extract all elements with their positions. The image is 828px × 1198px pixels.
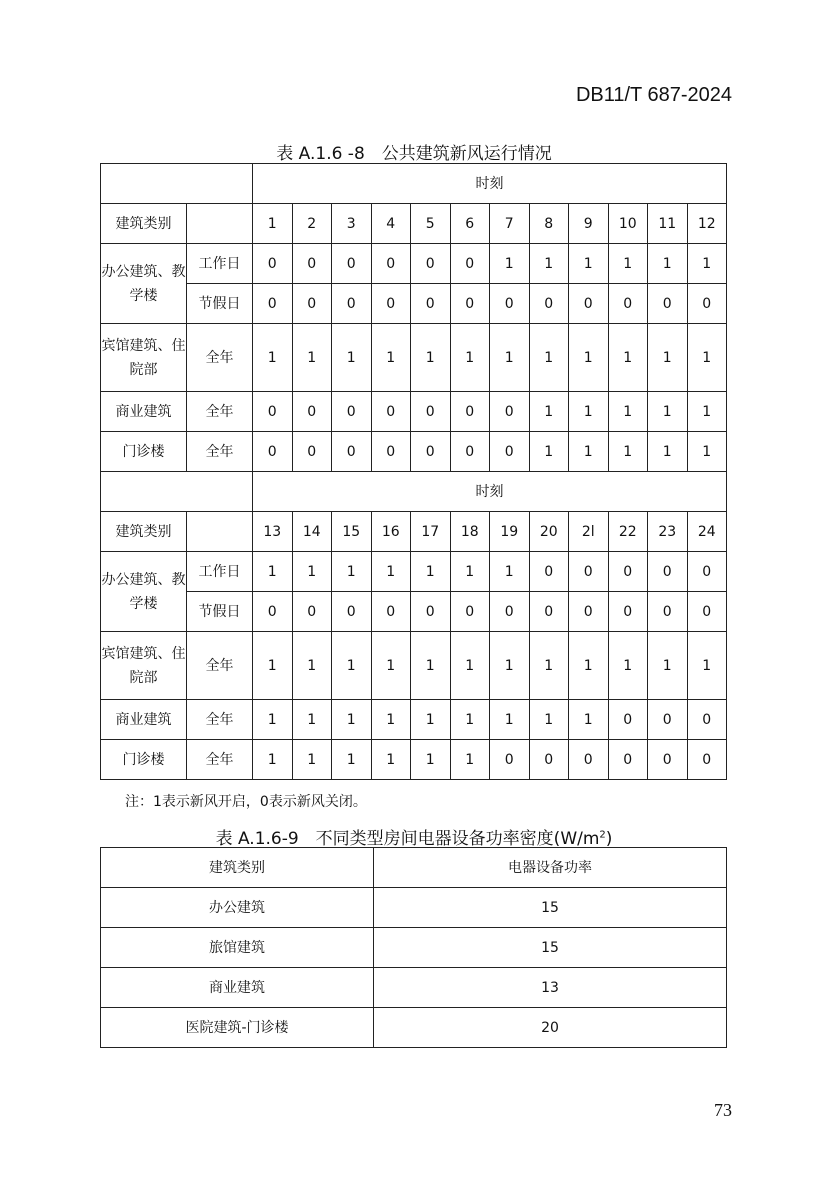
hour-cell: 15 [332, 512, 372, 552]
header-row [101, 848, 727, 888]
time-label: 时刻 [253, 472, 727, 512]
table-row [101, 700, 727, 740]
value-cell: 0 [292, 392, 332, 432]
value-cell: 1 [687, 244, 727, 284]
value-cell: 1 [569, 392, 609, 432]
building-type-cell: 医院建筑-门诊楼 [101, 1008, 374, 1048]
value-cell: 1 [529, 432, 569, 472]
value-cell: 1 [608, 432, 648, 472]
value-cell: 0 [411, 244, 451, 284]
value-cell: 0 [608, 740, 648, 780]
hour-cell: 1 [253, 204, 293, 244]
value-cell: 1 [253, 740, 293, 780]
value-cell: 0 [529, 592, 569, 632]
table-row [101, 284, 727, 324]
day-type-cell: 全年 [187, 740, 253, 780]
value-cell: 0 [450, 284, 490, 324]
table-row [101, 968, 727, 1008]
value-cell: 0 [687, 552, 727, 592]
table2-caption [0, 824, 828, 849]
value-cell: 1 [292, 552, 332, 592]
value-cell: 1 [569, 244, 609, 284]
value-cell: 1 [332, 740, 372, 780]
power-value-cell: 20 [374, 1008, 727, 1048]
day-type-cell: 节假日 [187, 284, 253, 324]
building-type-cell: 门诊楼 [101, 432, 187, 472]
value-cell: 0 [253, 244, 293, 284]
value-cell: 1 [371, 700, 411, 740]
value-cell: 1 [411, 552, 451, 592]
hour-cell: 2 [292, 204, 332, 244]
value-cell: 0 [648, 740, 688, 780]
value-cell: 1 [687, 632, 727, 700]
value-cell: 1 [253, 700, 293, 740]
value-cell: 0 [569, 740, 609, 780]
value-cell: 1 [569, 324, 609, 392]
power-value-cell: 15 [374, 888, 727, 928]
table-row [101, 592, 727, 632]
table-row [101, 740, 727, 780]
table-row [101, 1008, 727, 1048]
value-cell: 0 [529, 284, 569, 324]
table1-caption: 表 A.1.6 -8 公共建筑新风运行情况 [276, 144, 552, 164]
value-cell: 1 [411, 632, 451, 700]
value-cell: 0 [371, 244, 411, 284]
value-cell: 0 [332, 432, 372, 472]
hour-cell: 11 [648, 204, 688, 244]
value-cell: 1 [332, 700, 372, 740]
value-cell: 1 [529, 700, 569, 740]
value-cell: 0 [292, 592, 332, 632]
value-cell: 0 [450, 432, 490, 472]
value-cell: 1 [648, 324, 688, 392]
building-type-cell: 办公建筑、教学楼 [101, 244, 187, 324]
value-cell: 0 [253, 392, 293, 432]
value-cell: 0 [371, 284, 411, 324]
value-cell: 0 [411, 284, 451, 324]
value-cell: 1 [411, 740, 451, 780]
value-cell: 1 [253, 552, 293, 592]
table-row [101, 324, 727, 392]
value-cell: 0 [490, 592, 530, 632]
value-cell: 1 [450, 552, 490, 592]
value-cell: 0 [332, 284, 372, 324]
value-cell: 0 [411, 432, 451, 472]
value-cell: 1 [332, 324, 372, 392]
value-cell: 0 [253, 592, 293, 632]
building-type-cell: 宾馆建筑、住院部 [101, 632, 187, 700]
value-cell: 1 [490, 552, 530, 592]
value-cell: 0 [648, 700, 688, 740]
value-cell: 0 [648, 552, 688, 592]
day-type-cell: 节假日 [187, 592, 253, 632]
value-cell: 0 [687, 284, 727, 324]
value-cell: 0 [332, 392, 372, 432]
value-cell: 1 [490, 244, 530, 284]
value-cell: 1 [411, 700, 451, 740]
value-cell: 1 [411, 324, 451, 392]
table-row [101, 888, 727, 928]
table-row [101, 928, 727, 968]
value-cell: 1 [529, 392, 569, 432]
value-cell: 0 [292, 432, 332, 472]
day-type-cell: 全年 [187, 632, 253, 700]
page-number: 73 [714, 1100, 732, 1120]
day-type-cell: 全年 [187, 324, 253, 392]
value-cell: 0 [648, 284, 688, 324]
value-cell: 0 [608, 592, 648, 632]
value-cell: 1 [371, 632, 411, 700]
value-cell: 0 [450, 244, 490, 284]
value-cell: 1 [253, 632, 293, 700]
value-cell: 1 [253, 324, 293, 392]
value-cell: 1 [569, 432, 609, 472]
value-cell: 1 [529, 244, 569, 284]
value-cell: 1 [608, 324, 648, 392]
column-header: 建筑类别 [101, 848, 374, 888]
value-cell: 1 [371, 552, 411, 592]
value-cell: 0 [332, 244, 372, 284]
value-cell: 1 [450, 740, 490, 780]
value-cell: 1 [608, 632, 648, 700]
building-type-cell: 商业建筑 [101, 392, 187, 432]
table2-caption-main: 表 A.1.6-9 不同类型房间电器设备功率密度(W/m [215, 829, 600, 849]
table-row [101, 244, 727, 284]
value-cell: 0 [687, 592, 727, 632]
hour-cell: 19 [490, 512, 530, 552]
hour-cell: 17 [411, 512, 451, 552]
table-row [101, 432, 727, 472]
hour-cell: 4 [371, 204, 411, 244]
value-cell: 0 [253, 284, 293, 324]
blank-cell [187, 204, 253, 244]
blank-cell [101, 164, 253, 204]
time-header-row [101, 472, 727, 512]
hour-cell: 22 [608, 512, 648, 552]
value-cell: 0 [608, 552, 648, 592]
hours-row [101, 512, 727, 552]
hour-cell: 9 [569, 204, 609, 244]
day-type-cell: 全年 [187, 700, 253, 740]
value-cell: 0 [608, 700, 648, 740]
value-cell: 0 [687, 700, 727, 740]
value-cell: 1 [292, 632, 332, 700]
value-cell: 0 [569, 552, 609, 592]
value-cell: 0 [490, 392, 530, 432]
value-cell: 0 [687, 740, 727, 780]
hour-cell: 5 [411, 204, 451, 244]
value-cell: 1 [687, 392, 727, 432]
value-cell: 1 [648, 632, 688, 700]
value-cell: 1 [450, 632, 490, 700]
table-row [101, 392, 727, 432]
value-cell: 1 [332, 632, 372, 700]
value-cell: 0 [371, 432, 411, 472]
value-cell: 1 [529, 632, 569, 700]
value-cell: 1 [490, 324, 530, 392]
value-cell: 1 [687, 432, 727, 472]
value-cell: 1 [371, 324, 411, 392]
day-type-cell: 全年 [187, 432, 253, 472]
value-cell: 0 [253, 432, 293, 472]
hour-cell: 16 [371, 512, 411, 552]
value-cell: 1 [292, 740, 332, 780]
fresh-air-schedule-table [100, 163, 727, 780]
equipment-power-density-table [100, 847, 727, 1048]
value-cell: 0 [411, 392, 451, 432]
value-cell: 0 [490, 284, 530, 324]
value-cell: 0 [292, 244, 332, 284]
blank-cell [101, 472, 253, 512]
column-header: 电器设备功率 [374, 848, 727, 888]
day-type-cell: 工作日 [187, 552, 253, 592]
blank-cell [187, 512, 253, 552]
value-cell: 0 [569, 592, 609, 632]
value-cell: 0 [569, 284, 609, 324]
time-header-row [101, 164, 727, 204]
value-cell: 0 [371, 592, 411, 632]
value-cell: 0 [529, 552, 569, 592]
day-type-cell: 全年 [187, 392, 253, 432]
value-cell: 1 [569, 700, 609, 740]
value-cell: 0 [371, 392, 411, 432]
value-cell: 0 [292, 284, 332, 324]
value-cell: 1 [569, 632, 609, 700]
value-cell: 1 [608, 392, 648, 432]
hour-cell: 18 [450, 512, 490, 552]
value-cell: 1 [292, 700, 332, 740]
table-row [101, 552, 727, 592]
hour-cell: 12 [687, 204, 727, 244]
hour-cell: 13 [253, 512, 293, 552]
category-header: 建筑类别 [101, 204, 187, 244]
value-cell: 1 [490, 632, 530, 700]
time-label: 时刻 [253, 164, 727, 204]
value-cell: 0 [529, 740, 569, 780]
document-code: DB11/T 687-2024 [575, 84, 732, 106]
value-cell: 0 [648, 592, 688, 632]
value-cell: 0 [490, 432, 530, 472]
power-value-cell: 15 [374, 928, 727, 968]
hour-cell: 6 [450, 204, 490, 244]
value-cell: 1 [648, 392, 688, 432]
table2-caption-sup: 2 [599, 829, 606, 841]
hour-cell: 24 [687, 512, 727, 552]
building-type-cell: 宾馆建筑、住院部 [101, 324, 187, 392]
hour-cell: 20 [529, 512, 569, 552]
hour-cell: 23 [648, 512, 688, 552]
hour-cell: 8 [529, 204, 569, 244]
value-cell: 0 [450, 592, 490, 632]
hour-cell: 2l [569, 512, 609, 552]
value-cell: 1 [292, 324, 332, 392]
value-cell: 1 [450, 700, 490, 740]
value-cell: 1 [490, 700, 530, 740]
hour-cell: 10 [608, 204, 648, 244]
value-cell: 0 [450, 392, 490, 432]
building-type-cell: 门诊楼 [101, 740, 187, 780]
value-cell: 0 [411, 592, 451, 632]
hours-row [101, 204, 727, 244]
hour-cell: 14 [292, 512, 332, 552]
hour-cell: 3 [332, 204, 372, 244]
power-value-cell: 13 [374, 968, 727, 1008]
table1-note: 注：1表示新风开启，0表示新风关闭。 [125, 794, 367, 810]
building-type-cell: 旅馆建筑 [101, 928, 374, 968]
building-type-cell: 办公建筑 [101, 888, 374, 928]
building-type-cell: 商业建筑 [101, 700, 187, 740]
table-row [101, 632, 727, 700]
value-cell: 0 [490, 740, 530, 780]
building-type-cell: 商业建筑 [101, 968, 374, 1008]
value-cell: 1 [648, 432, 688, 472]
category-header: 建筑类别 [101, 512, 187, 552]
value-cell: 1 [332, 552, 372, 592]
hour-cell: 7 [490, 204, 530, 244]
table2-caption-end: ) [605, 829, 613, 849]
building-type-cell: 办公建筑、教学楼 [101, 552, 187, 632]
value-cell: 1 [608, 244, 648, 284]
value-cell: 1 [648, 244, 688, 284]
value-cell: 1 [450, 324, 490, 392]
day-type-cell: 工作日 [187, 244, 253, 284]
value-cell: 1 [687, 324, 727, 392]
value-cell: 1 [529, 324, 569, 392]
value-cell: 1 [371, 740, 411, 780]
value-cell: 0 [332, 592, 372, 632]
value-cell: 0 [608, 284, 648, 324]
